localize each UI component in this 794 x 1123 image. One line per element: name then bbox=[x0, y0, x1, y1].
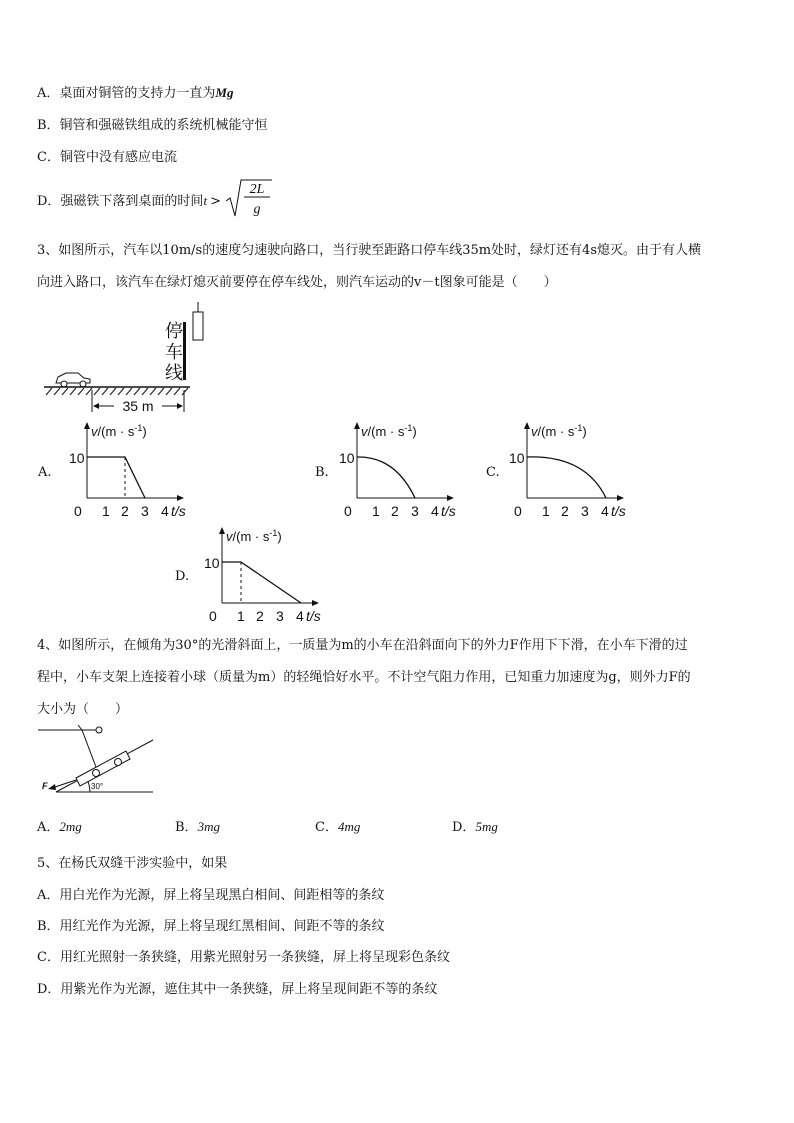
svg-text:10: 10 bbox=[204, 555, 220, 571]
q4-stem-line3: 大小为（ ） bbox=[37, 702, 129, 717]
q3-graph-c bbox=[510, 420, 640, 520]
q5-option-a: A．用白光作为光源，屏上将呈现黑白相间、间距相等的条纹 bbox=[37, 888, 385, 903]
q2-option-c: C．铜管中没有感应电流 bbox=[37, 150, 177, 165]
q3-graph-b bbox=[340, 420, 470, 520]
svg-text:1: 1 bbox=[102, 503, 110, 519]
q3-option-c-label: C. bbox=[486, 465, 500, 480]
svg-text:0: 0 bbox=[344, 503, 352, 519]
q2-option-d-text: D．强磁铁下落到桌面的时间 bbox=[37, 194, 204, 209]
angle-label: 30° bbox=[91, 782, 104, 791]
distance-label: 35 m bbox=[122, 398, 154, 414]
svg-text:2: 2 bbox=[561, 503, 569, 519]
car-icon bbox=[56, 373, 90, 387]
x-axis-label: t/s bbox=[171, 503, 186, 519]
q2-option-d-sqrt bbox=[224, 174, 276, 222]
graph-b-curve bbox=[357, 457, 415, 498]
distance-marker bbox=[92, 390, 184, 414]
graph-c-curve bbox=[527, 457, 606, 498]
q2-option-a-text: A．桌面对铜管的支持力一直为 bbox=[37, 86, 216, 101]
stop-line-char-2: 车 bbox=[165, 342, 183, 363]
force-label: F bbox=[42, 781, 48, 791]
q2-sqrt-numerator: 2L bbox=[249, 182, 265, 197]
q2-option-b: B．铜管和强磁铁组成的系统机械能守恒 bbox=[37, 118, 268, 133]
svg-text:3: 3 bbox=[141, 503, 149, 519]
ball-icon bbox=[96, 727, 102, 733]
svg-text:0: 0 bbox=[74, 503, 82, 519]
svg-text:v/(m · s-1): $v/(m \cdot s^{-1})$ bbox=[226, 528, 282, 544]
q5-option-b: B．用红光作为光源，屏上将呈现红黑相间、间距不等的条纹 bbox=[37, 919, 385, 934]
svg-text:3: 3 bbox=[411, 503, 419, 519]
svg-text:1: 1 bbox=[372, 503, 380, 519]
q5-option-d: D．用紫光作为光源，遮住其中一条狭缝，屏上将呈现间距不等的条纹 bbox=[37, 982, 438, 997]
svg-text:t/s: t/s bbox=[611, 503, 626, 519]
q2-option-a bbox=[37, 82, 233, 101]
svg-text:0: 0 bbox=[209, 608, 217, 624]
graph-a-curve bbox=[87, 457, 145, 498]
svg-text:10: 10 bbox=[339, 450, 355, 466]
svg-text:v/(m · s-1): $v/(m \cdot s^{-1})$ bbox=[531, 423, 587, 439]
q4-option-a: A．2mg bbox=[37, 819, 82, 835]
svg-text:1: 1 bbox=[237, 608, 245, 624]
traffic-light-icon bbox=[193, 302, 203, 340]
q4-option-b: B．3mg bbox=[175, 819, 220, 835]
q2-sqrt-denominator: g bbox=[253, 202, 261, 217]
q3-stem-line1: 3、如图所示，汽车以10m/s的速度匀速驶向路口，当行驶至距路口停车线35m处时，绿灯还有4s熄灭。由于有人横 bbox=[37, 243, 702, 258]
svg-text:t/s: t/s bbox=[306, 608, 321, 624]
stop-line-post bbox=[183, 322, 186, 380]
cart-icon bbox=[76, 727, 130, 786]
graph-d-curve bbox=[222, 562, 301, 603]
svg-text:1: 1 bbox=[542, 503, 550, 519]
q4-stem-line1: 4、如图所示，在倾角为30°的光滑斜面上，一质量为m的小车在沿斜面向下的外力F作用下下滑，在小车下滑的过 bbox=[37, 638, 688, 653]
q5-option-c: C．用红光照射一条狭缝，用紫光照射另一条狭缝，屏上将呈现彩色条纹 bbox=[37, 950, 450, 965]
q3-graph-a bbox=[70, 420, 200, 520]
svg-text:2: 2 bbox=[121, 503, 129, 519]
force-arrow bbox=[52, 780, 76, 788]
stop-line-char-1: 停 bbox=[165, 321, 183, 342]
q4-incline-figure bbox=[38, 722, 158, 800]
q4-stem-line2: 程中，小车支架上连接着小球（质量为m）的轻绳恰好水平。不计空气阻力作用，已知重力加速度为g，则外力F的 bbox=[37, 670, 691, 685]
q2-option-a-var: Mg bbox=[215, 85, 234, 100]
svg-text:3: 3 bbox=[581, 503, 589, 519]
q3-option-a-label: A. bbox=[38, 465, 52, 480]
q2-option-d bbox=[37, 190, 224, 209]
q4-option-c: C．4mg bbox=[315, 819, 361, 835]
road-hatching bbox=[46, 388, 188, 395]
q3-graph-d bbox=[205, 525, 335, 625]
svg-text:v/(m · s-1): $v/(m \cdot s^{-1})$ bbox=[361, 423, 417, 439]
svg-text:0: 0 bbox=[514, 503, 522, 519]
svg-text:t/s: t/s bbox=[441, 503, 456, 519]
svg-text:2: 2 bbox=[391, 503, 399, 519]
q2-option-d-gt: > bbox=[210, 194, 221, 209]
q3-option-d-label: D. bbox=[175, 569, 190, 584]
q2-option-d-t: t bbox=[203, 193, 208, 208]
svg-text:2: 2 bbox=[256, 608, 264, 624]
stop-line-char-3: 线 bbox=[165, 363, 183, 384]
svg-text:4: 4 bbox=[161, 503, 169, 519]
svg-text:4: 4 bbox=[601, 503, 609, 519]
q3-option-b-label: B. bbox=[315, 465, 329, 480]
svg-text:v/(m · s-1): $v/(m \cdot s^{-1})$ bbox=[91, 423, 147, 439]
q5-stem: 5、在杨氏双缝干涉实验中，如果 bbox=[37, 856, 228, 871]
svg-text:10: 10 bbox=[509, 450, 525, 466]
q4-option-d: D．5mg bbox=[452, 819, 498, 835]
q3-road-figure bbox=[40, 300, 240, 418]
svg-text:3: 3 bbox=[276, 608, 284, 624]
y-tick-10: 10 bbox=[69, 450, 85, 466]
q3-stem-line2: 向进入路口，该汽车在绿灯熄灭前要停在停车线处，则汽车运动的v－t图象可能是（ ） bbox=[37, 275, 557, 290]
svg-text:4: 4 bbox=[431, 503, 439, 519]
svg-text:4: 4 bbox=[296, 608, 304, 624]
